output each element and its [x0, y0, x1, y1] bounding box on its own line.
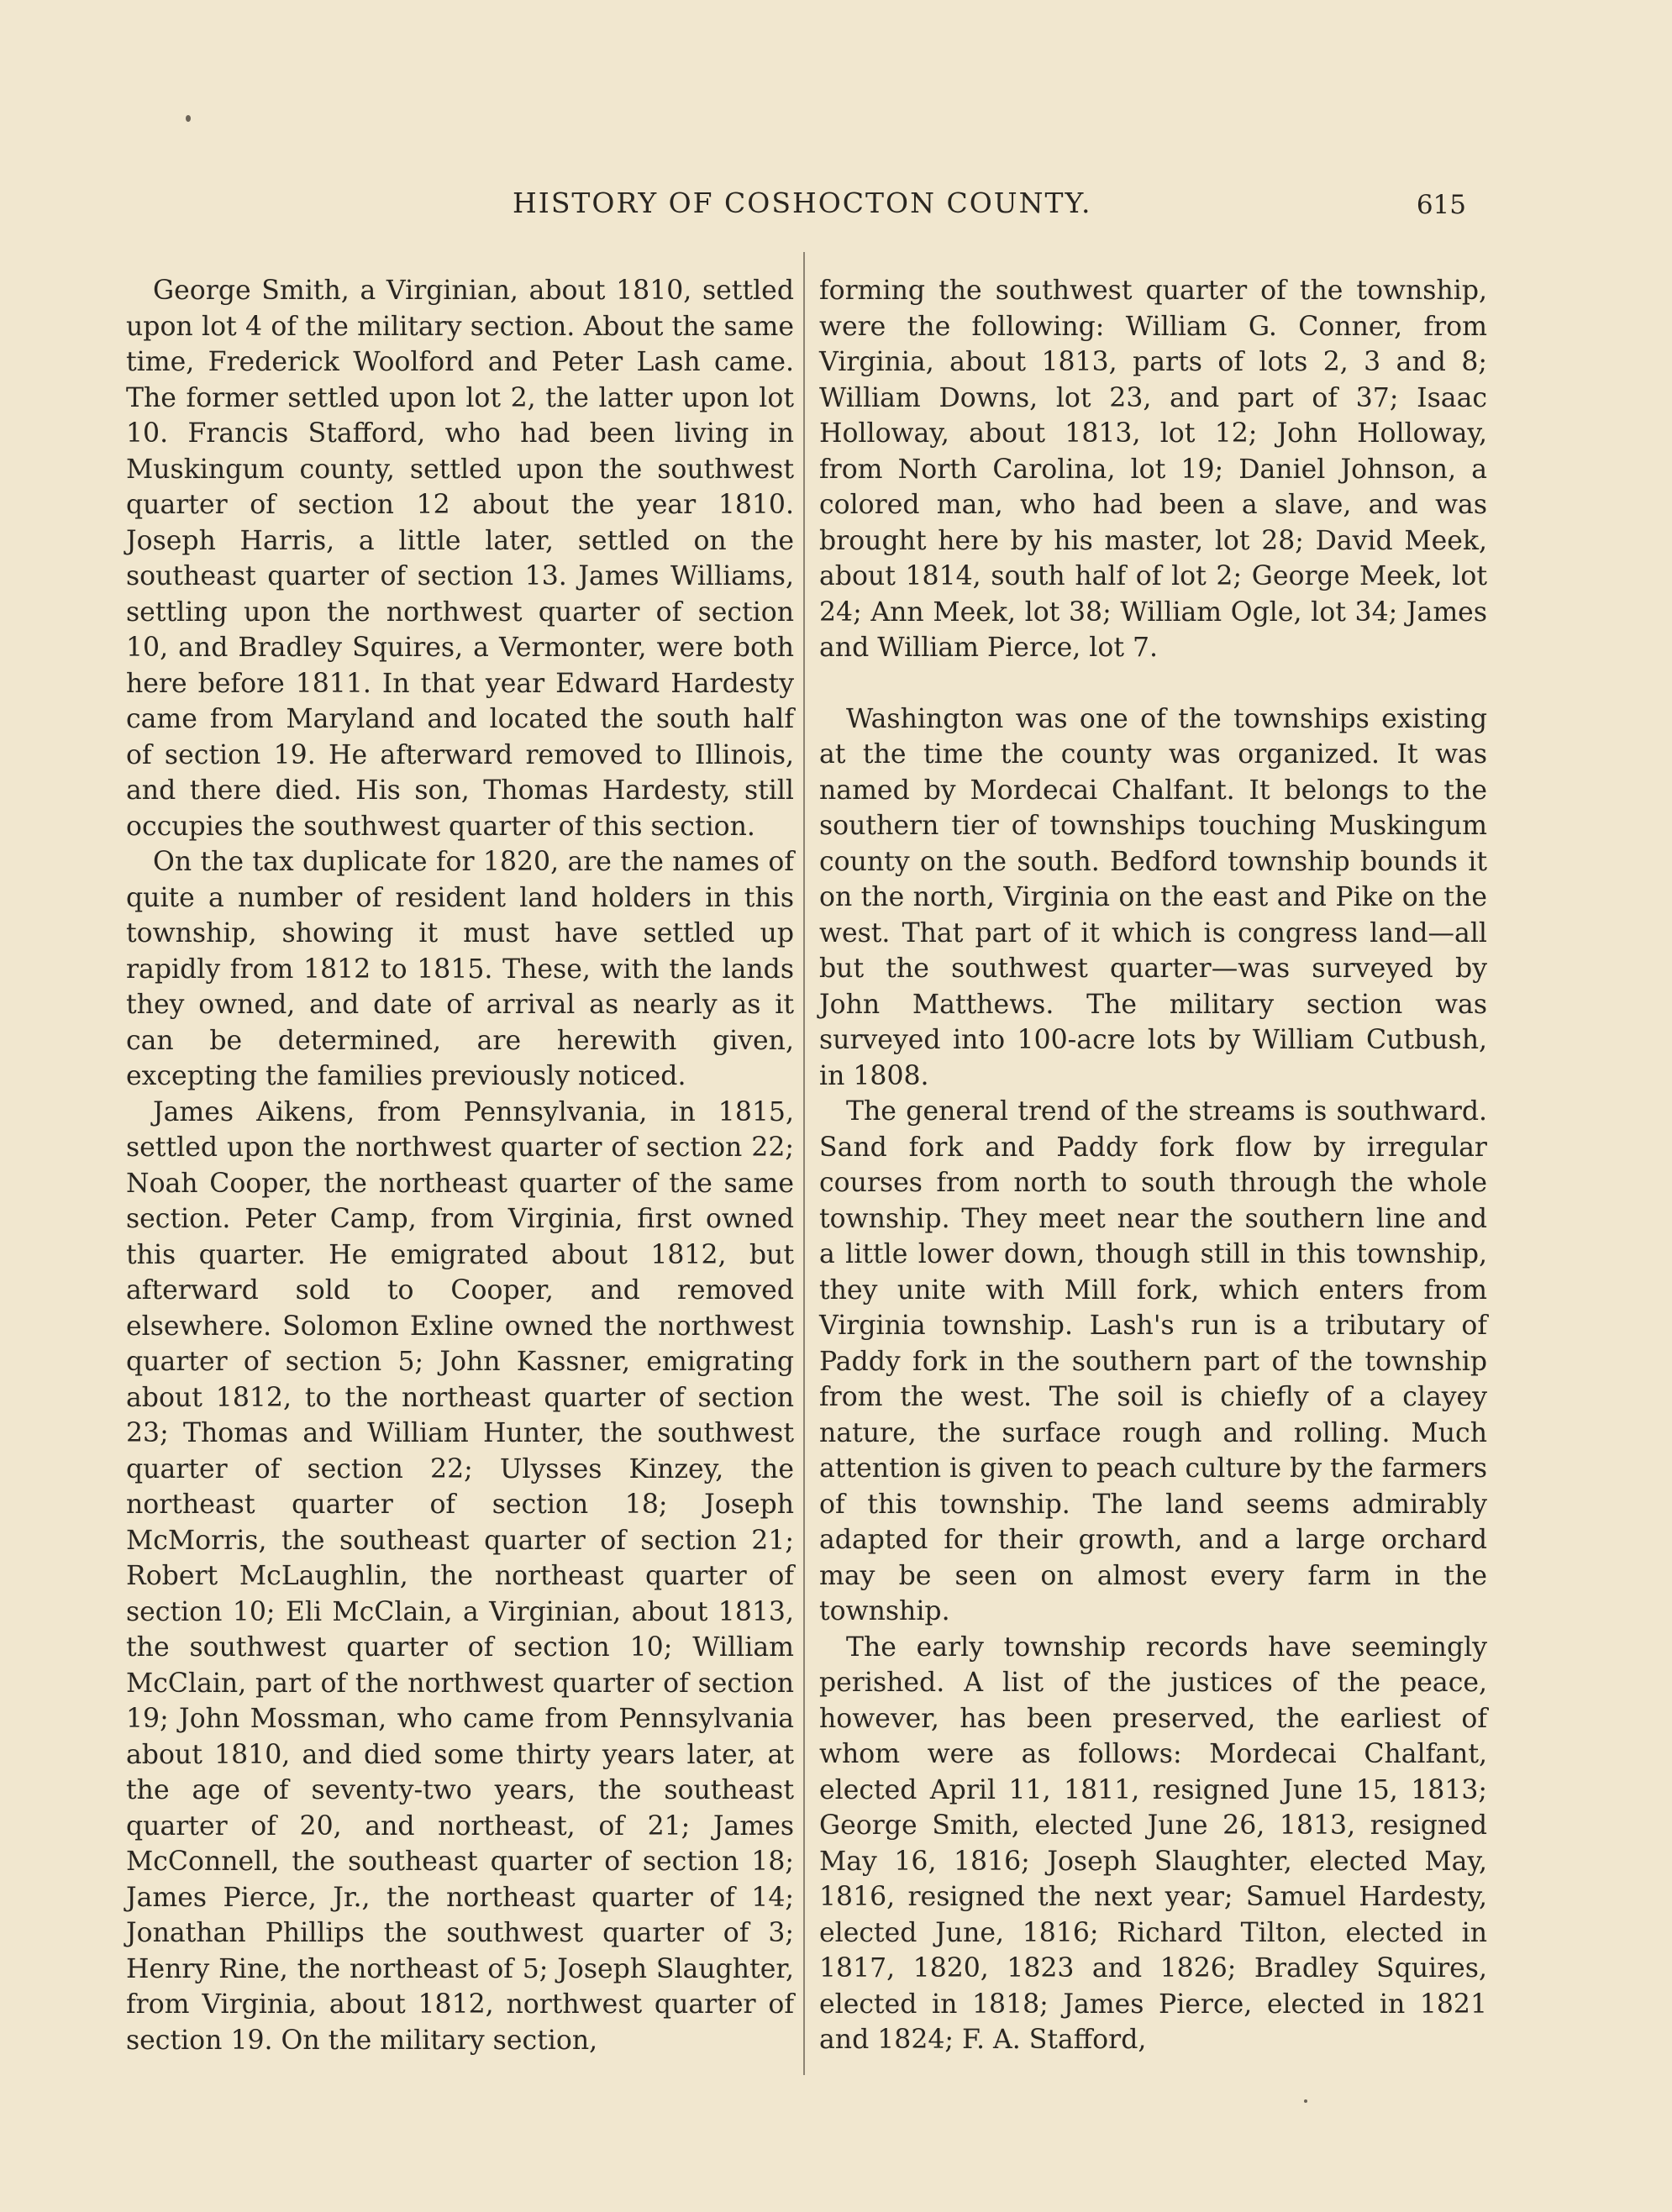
right-column [819, 273, 1487, 2062]
paragraph: The early township records have seemingly perished. A list of the justices of the peace, however, has been preserved, the earliest of whom were as follows: Mordecai Chalfant, elected April 11, 1811, resigned June 15, 1813; George Smith, elected June 26, 1813, resigned May 16, 1816; Joseph Slaughter, elected May, 1816, resigned the next year; Samuel Hardesty, elected June, 1816; Richard Tilton, elected in 1817, 1820, 1823 and 1826; Bradley Squires, elected in 1818; James Pierce, elected in 1821 and 1824; F. A. Stafford, [819, 1631, 1487, 2055]
ink-speck [186, 115, 191, 122]
running-title: HISTORY OF COSHOCTON COUNTY. [513, 187, 1092, 219]
paragraph: On the tax duplicate for 1820, are the names of quite a number of resident land holders in this township, showing it must have settled up rapidly from 1812 to 1815. These, with the lands they owned, and date of arrival as nearly as it can be determined, are herewith given, excepting the families previously noticed. [126, 847, 794, 1091]
column-divider [803, 252, 805, 2075]
paragraph: Washington was one of the townships existing at the time the county was organized. It was named by Mordecai Chalfant. It belongs to the southern tier of townships touching Muskingum county on the south. Bedford township bounds it on the north, Virginia on the east and Pike on the west. That part of it which is congress land—all but the southwest quarter—was surveyed by John Matthews. The military section was surveyed into 100-acre lots by William Cutbush, in 1808. [819, 703, 1487, 1091]
ink-speck [1304, 2099, 1307, 2103]
paragraph: George Smith, a Virginian, about 1810, settled upon lot 4 of the military section. About the same time, Frederick Woolford and Peter Lash came. The former settled upon lot 2, the latter upon lot 10. Francis Stafford, who had been living in Muskingum county, settled upon the southwest quarter of section 12 about the year 1810. Joseph Harris, a little later, settled on the southeast quarter of section 13. James Williams, settling upon the northwest quarter of section 10, and Bradley Squires, a Vermonter, were both here before 1811. In that year Edward Hardesty came from Maryland and located the south half of section 19. He afterward removed to Illinois, and there died. His son, Thomas Hardesty, still occupies the southwest quarter of this section. [126, 276, 794, 842]
paragraph: The general trend of the streams is southward. Sand fork and Paddy fork flow by irregular courses from north to south through the whole township. They meet near the southern line and a little lower down, though still in this township, they unite with Mill fork, which enters from Virginia township. Lash's run is a tributary of Paddy fork in the southern part of the township from the west. The soil is chiefly of a clayey nature, the surface rough and rolling. Much attention is given to peach culture by the farmers of this township. The land seems admirably adapted for their growth, and a large orchard may be seen on almost every farm in the township. [819, 1096, 1487, 1626]
page-header [126, 187, 1466, 229]
left-column [126, 273, 794, 2062]
paragraph-continued: forming the southwest quarter of the township, were the following: William G. Conner, from Virginia, about 1813, parts of lots 2, 3 and 8; William Downs, lot 23, and part of 37; Isaac Holloway, about 1813, lot 12; John Holloway, from North Carolina, lot 19; Daniel Johnson, a colored man, who had been a slave, and was brought here by his master, lot 28; David Meek, about 1814, south half of lot 2; George Meek, lot 24; Ann Meek, lot 38; William Ogle, lot 34; James and William Pierce, lot 7. [819, 276, 1487, 663]
page-number: 615 [1416, 190, 1466, 220]
paragraph: James Aikens, from Pennsylvania, in 1815, settled upon the northwest quarter of section 22; Noah Cooper, the northeast quarter of the same section. Peter Camp, from Virginia, first owned this quarter. He emigrated about 1812, but afterward sold to Cooper, and removed elsewhere. Solomon Exline owned the northwest quarter of section 5; John Kassner, emigrating about 1812, to the northeast quarter of section 23; Thomas and William Hunter, the southwest quarter of section 22; Ulysses Kinzey, the northeast quarter of section 18; Joseph McMorris, the southeast quarter of section 21; Robert McLaughlin, the northeast quarter of section 10; Eli McClain, a Virginian, about 1813, the southwest quarter of section 10; William McClain, part of the northwest quarter of section 19; John Mossman, who came from Pennsylvania about 1810, and died some thirty years later, at the age of seventy-two years, the southeast quarter of 20, and northeast, of 21; James McConnell, the southeast quarter of section 18; James Pierce, Jr., the northeast quarter of 14; Jonathan Phillips the southwest quarter of 3; Henry Rine, the northeast of 5; Joseph Slaughter, from Virginia, about 1812, northwest quarter of section 19. On the military section, [126, 1096, 794, 2056]
